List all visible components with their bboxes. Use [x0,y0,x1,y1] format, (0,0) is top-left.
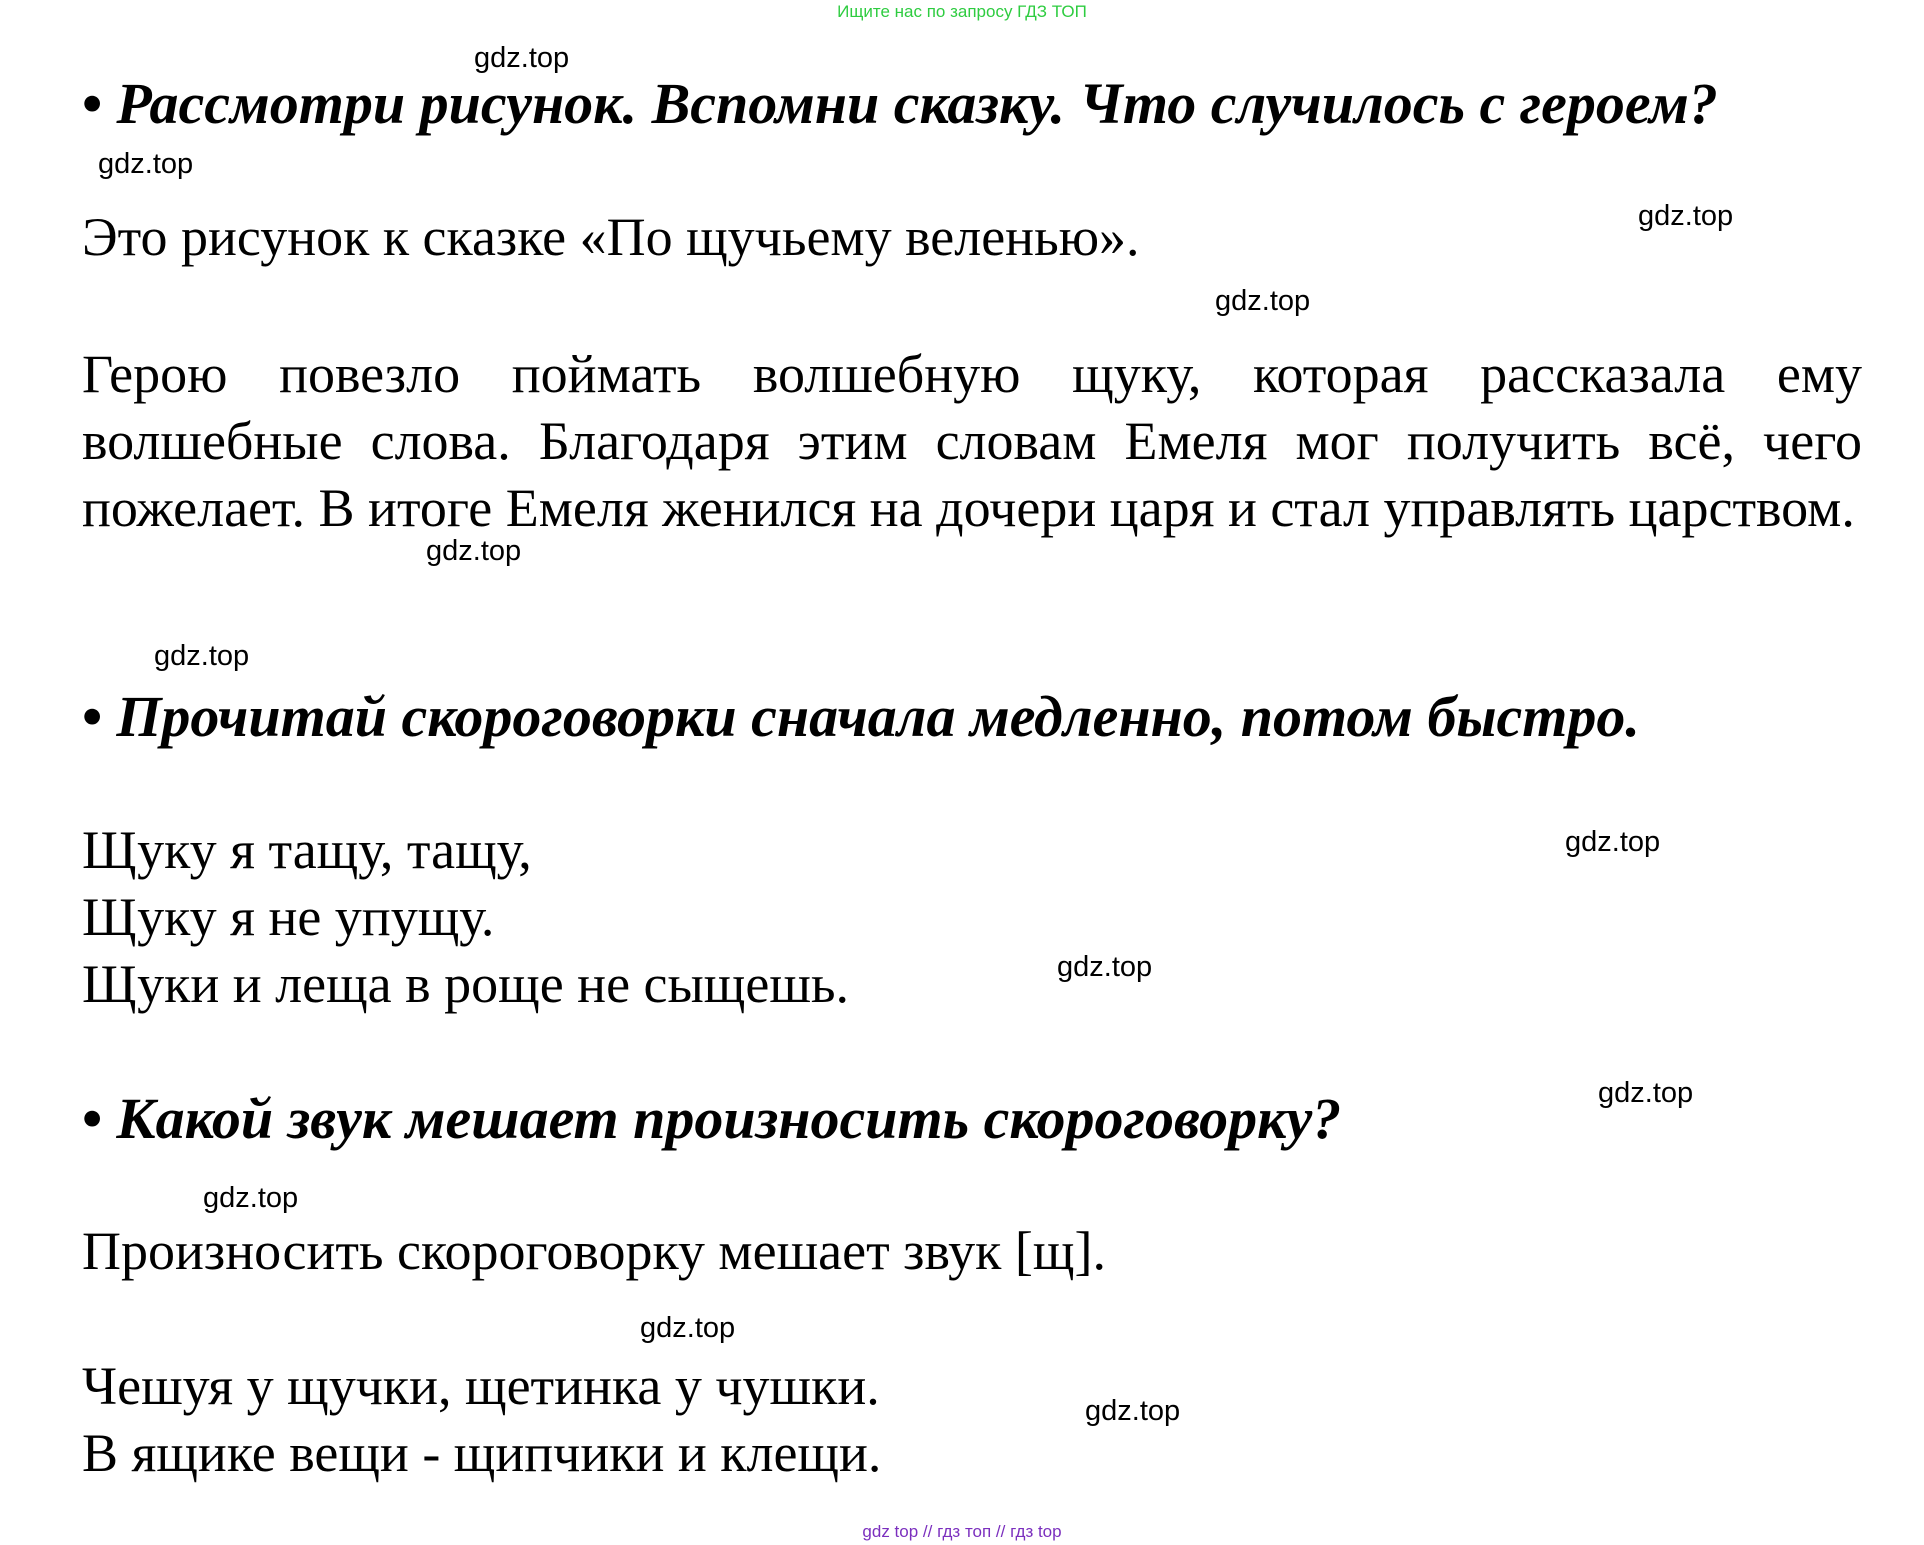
top-banner[interactable]: Ищите нас по запросу ГДЗ ТОП [837,2,1087,21]
tongue-twister-line: Чешуя у щучки, щетинка у чушки. [82,1356,880,1416]
watermark: gdz.top [1085,1395,1181,1427]
question-1 [82,70,1718,137]
tongue-twister-line: Щуки и леща в роще не сыщешь. [82,954,850,1014]
answer-3: Произносить скороговорку мешает звук [щ]. [82,1221,1106,1281]
watermark: gdz.top [98,148,194,180]
watermark: gdz.top [1565,826,1661,858]
bullet: • [82,684,103,749]
question-2-text: Прочитай скороговорки сначала медленно, потом быстро. [116,684,1640,749]
answer-2-paragraph: Герою повезло поймать волшебную щуку, которая рассказала ему волшебные слова. Благодаря этим словам Емеля мог получить всё, чего пожелает. В итоге Емеля женился на дочери царя и стал управлять царством. [82,344,1862,538]
bullet: • [82,71,103,136]
watermark: gdz.top [203,1182,299,1214]
question-3 [82,1085,1341,1152]
tongue-twister-line: Щуку я тащу, тащу, [82,820,532,880]
footer-links[interactable]: gdz top // гдз топ // гдз top [862,1522,1062,1541]
watermark: gdz.top [640,1312,736,1344]
question-3-text: Какой звук мешает произносить скороговорку? [116,1086,1342,1151]
bullet: • [82,1086,103,1151]
watermark: gdz.top [426,535,522,567]
watermark: gdz.top [1057,951,1153,983]
question-1-text: Рассмотри рисунок. Вспомни сказку. Что случилось с героем? [116,71,1718,136]
answer-1: Это рисунок к сказке «По щучьему веленью». [82,207,1140,267]
watermark: gdz.top [1638,200,1734,232]
watermark: gdz.top [1215,285,1311,317]
watermark: gdz.top [154,640,250,672]
tongue-twister-line: Щуку я не упущу. [82,887,495,947]
tongue-twister-line: В ящике вещи - щипчики и клещи. [82,1423,882,1483]
watermark: gdz.top [1598,1077,1694,1109]
question-2 [82,683,1640,750]
watermark: gdz.top [474,42,570,74]
